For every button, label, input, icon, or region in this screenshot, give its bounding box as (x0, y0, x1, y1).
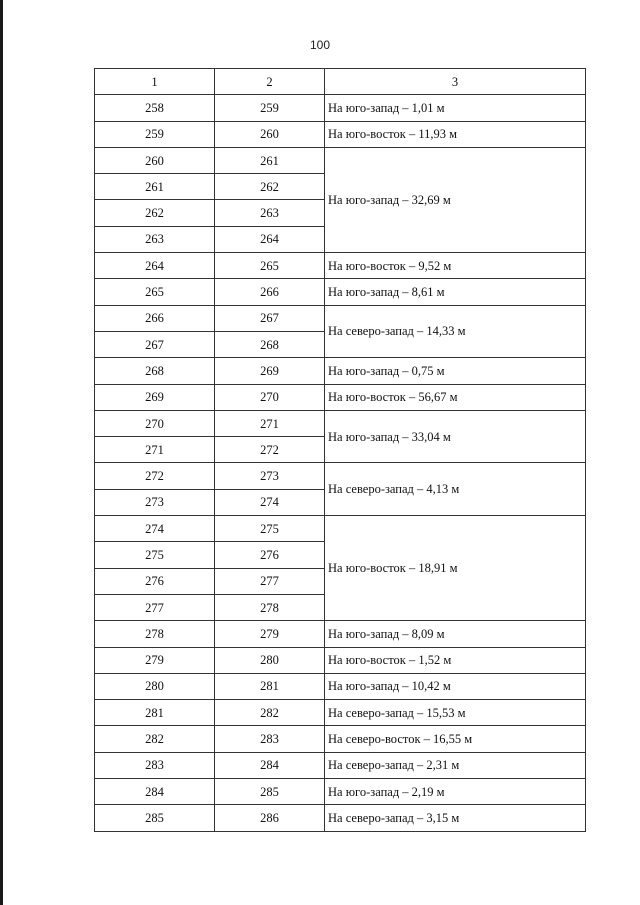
point-to: 283 (215, 726, 325, 752)
point-from: 268 (95, 358, 215, 384)
table-row (95, 621, 586, 647)
point-from: 266 (95, 305, 215, 331)
table-row (95, 516, 586, 542)
point-to: 268 (215, 331, 325, 357)
point-from: 281 (95, 700, 215, 726)
point-from: 278 (95, 621, 215, 647)
point-to: 280 (215, 647, 325, 673)
point-to: 278 (215, 594, 325, 620)
table-row (95, 147, 586, 173)
direction-distance: На юго-запад – 8,61 м (325, 279, 586, 305)
point-to: 277 (215, 568, 325, 594)
point-to: 282 (215, 700, 325, 726)
table-row (95, 410, 586, 436)
table-row (95, 805, 586, 831)
table-row (95, 121, 586, 147)
boundary-table (94, 68, 586, 832)
point-to: 273 (215, 463, 325, 489)
direction-distance: На юго-запад – 0,75 м (325, 358, 586, 384)
table-row (95, 700, 586, 726)
point-to: 262 (215, 174, 325, 200)
point-from: 263 (95, 226, 215, 252)
column-header-3: 3 (325, 69, 586, 95)
direction-distance: На юго-запад – 32,69 м (325, 147, 586, 252)
point-to: 275 (215, 516, 325, 542)
point-to: 279 (215, 621, 325, 647)
direction-distance: На юго-восток – 11,93 м (325, 121, 586, 147)
point-to: 259 (215, 95, 325, 121)
point-from: 282 (95, 726, 215, 752)
point-to: 267 (215, 305, 325, 331)
table-row (95, 752, 586, 778)
point-from: 267 (95, 331, 215, 357)
point-from: 280 (95, 673, 215, 699)
point-from: 283 (95, 752, 215, 778)
column-header-2: 2 (215, 69, 325, 95)
direction-distance: На северо-запад – 4,13 м (325, 463, 586, 516)
point-from: 269 (95, 384, 215, 410)
point-from: 284 (95, 779, 215, 805)
point-from: 262 (95, 200, 215, 226)
point-to: 260 (215, 121, 325, 147)
table-row (95, 779, 586, 805)
point-from: 265 (95, 279, 215, 305)
point-to: 265 (215, 253, 325, 279)
point-to: 270 (215, 384, 325, 410)
direction-distance: На северо-запад – 14,33 м (325, 305, 586, 358)
point-to: 264 (215, 226, 325, 252)
direction-distance: На юго-восток – 1,52 м (325, 647, 586, 673)
point-from: 272 (95, 463, 215, 489)
direction-distance: На юго-восток – 56,67 м (325, 384, 586, 410)
page-number: 100 (309, 38, 331, 52)
table-header-row (95, 69, 586, 95)
table-row (95, 358, 586, 384)
direction-distance: На юго-запад – 2,19 м (325, 779, 586, 805)
table-row (95, 95, 586, 121)
point-to: 263 (215, 200, 325, 226)
point-to: 281 (215, 673, 325, 699)
direction-distance: На юго-восток – 18,91 м (325, 516, 586, 621)
point-from: 275 (95, 542, 215, 568)
point-from: 260 (95, 147, 215, 173)
point-from: 259 (95, 121, 215, 147)
point-from: 285 (95, 805, 215, 831)
direction-distance: На юго-запад – 10,42 м (325, 673, 586, 699)
table-row (95, 305, 586, 331)
table-row (95, 253, 586, 279)
direction-distance: На северо-запад – 3,15 м (325, 805, 586, 831)
direction-distance: На северо-запад – 2,31 м (325, 752, 586, 778)
direction-distance: На юго-восток – 9,52 м (325, 253, 586, 279)
direction-distance: На юго-запад – 1,01 м (325, 95, 586, 121)
point-to: 284 (215, 752, 325, 778)
point-from: 258 (95, 95, 215, 121)
direction-distance: На юго-запад – 8,09 м (325, 621, 586, 647)
point-from: 273 (95, 489, 215, 515)
point-to: 274 (215, 489, 325, 515)
direction-distance: На юго-запад – 33,04 м (325, 410, 586, 463)
point-from: 270 (95, 410, 215, 436)
column-header-1: 1 (95, 69, 215, 95)
point-to: 276 (215, 542, 325, 568)
direction-distance: На северо-запад – 15,53 м (325, 700, 586, 726)
point-from: 279 (95, 647, 215, 673)
point-to: 286 (215, 805, 325, 831)
point-to: 266 (215, 279, 325, 305)
page-left-edge (0, 0, 3, 905)
point-from: 274 (95, 516, 215, 542)
point-from: 271 (95, 437, 215, 463)
table-row (95, 279, 586, 305)
point-to: 261 (215, 147, 325, 173)
table-row (95, 384, 586, 410)
point-to: 269 (215, 358, 325, 384)
point-to: 272 (215, 437, 325, 463)
point-to: 285 (215, 779, 325, 805)
table-row (95, 463, 586, 489)
table-row (95, 647, 586, 673)
point-to: 271 (215, 410, 325, 436)
table-row (95, 726, 586, 752)
point-from: 276 (95, 568, 215, 594)
point-from: 261 (95, 174, 215, 200)
point-from: 264 (95, 253, 215, 279)
point-from: 277 (95, 594, 215, 620)
table-row (95, 673, 586, 699)
direction-distance: На северо-восток – 16,55 м (325, 726, 586, 752)
